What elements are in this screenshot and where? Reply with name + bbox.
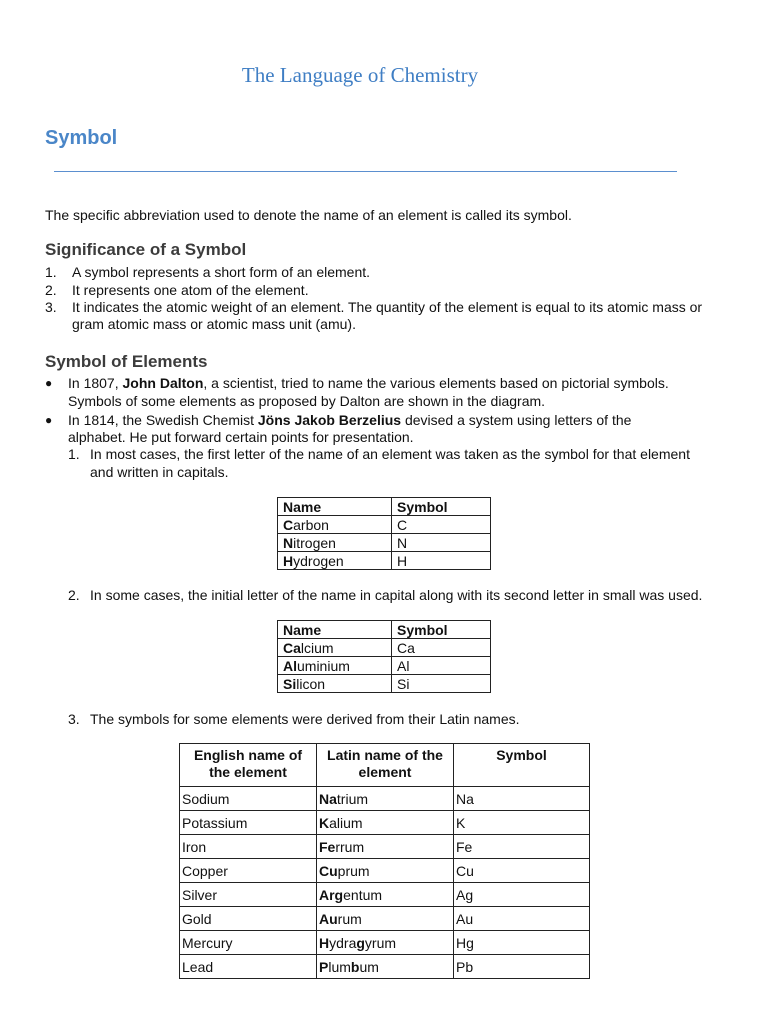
table-row: [278, 534, 491, 552]
table-cell: Al: [392, 657, 491, 675]
table-cell: Lead: [180, 955, 317, 979]
table-cell: Au: [454, 907, 590, 931]
table-row: [278, 657, 491, 675]
table-cell: Gold: [180, 907, 317, 931]
table-cell: Sodium: [180, 787, 317, 811]
significance-heading: Significance of a Symbol: [45, 240, 247, 259]
table-cell: Silicon: [278, 675, 392, 693]
table-cell: Nitrogen: [278, 534, 392, 552]
table-row: [180, 787, 590, 811]
table-cell: Ferrum: [317, 835, 454, 859]
list-text: In most cases, the first letter of the name of an element was taken as the symbol for that element: [90, 446, 690, 462]
list-number: 2.: [68, 587, 80, 603]
page-title: The Language of Chemistry: [241, 63, 479, 87]
definition-text: The specific abbreviation used to denote the name of an element is called its symbol.: [45, 207, 572, 223]
table-header: English name of the element: [180, 744, 317, 787]
table-cell: Cu: [454, 859, 590, 883]
list-text: In some cases, the initial letter of the name in capital along with its second letter in small was used.: [90, 587, 703, 603]
table-cell: Fe: [454, 835, 590, 859]
table-cell: Na: [454, 787, 590, 811]
list-text: It indicates the atomic weight of an element. The quantity of the element is equal to its atomic mass or: [72, 299, 703, 315]
list-number: 2.: [45, 282, 57, 298]
table-row: [278, 639, 491, 657]
list-number: 3.: [45, 299, 57, 315]
table-header: Symbol: [392, 621, 491, 639]
table-cell: Cuprum: [317, 859, 454, 883]
latin-table: [179, 743, 590, 979]
table-row: [180, 859, 590, 883]
table-cell: Si: [392, 675, 491, 693]
table-cell: Hydragyrum: [317, 931, 454, 955]
table-header: Latin name of the element: [317, 744, 454, 787]
table-cell: Carbon: [278, 516, 392, 534]
table-cell: Calcium: [278, 639, 392, 657]
table-cell: Plumbum: [317, 955, 454, 979]
table-header: Name: [278, 498, 392, 516]
table-row: [180, 931, 590, 955]
list-number: 3.: [68, 711, 80, 727]
symbol-table-2: [277, 620, 491, 693]
table-cell: Hg: [454, 931, 590, 955]
table-cell: Aurum: [317, 907, 454, 931]
section-heading: Symbol: [45, 127, 118, 149]
list-text: It represents one atom of the element.: [72, 282, 309, 298]
table-cell: Ca: [392, 639, 491, 657]
table-cell: Silver: [180, 883, 317, 907]
list-number: 1.: [68, 446, 80, 462]
bullet-icon: ●: [45, 413, 53, 427]
table-cell: Ag: [454, 883, 590, 907]
table-row: [278, 552, 491, 570]
table-cell: Natrium: [317, 787, 454, 811]
table-header: Symbol: [392, 498, 491, 516]
table-cell: K: [454, 811, 590, 835]
table-cell: Argentum: [317, 883, 454, 907]
list-text: and written in capitals.: [90, 464, 229, 480]
table-row: [180, 835, 590, 859]
bullet-text: alphabet. He put forward certain points for presentation.: [68, 429, 414, 445]
list-text: gram atomic mass or atomic mass unit (amu).: [72, 316, 356, 332]
list-number: 1.: [45, 264, 57, 280]
table-cell: Potassium: [180, 811, 317, 835]
divider: [54, 171, 677, 172]
table-row: [180, 883, 590, 907]
symbol-table-1: [277, 497, 491, 570]
table-row: [180, 955, 590, 979]
table-cell: Kalium: [317, 811, 454, 835]
bullet-text: In 1814, the Swedish Chemist Jöns Jakob Berzelius devised a system using letters of the: [68, 412, 632, 428]
elements-heading: Symbol of Elements: [45, 352, 208, 371]
table-row: [278, 675, 491, 693]
table-row: [278, 516, 491, 534]
table-cell: Pb: [454, 955, 590, 979]
table-cell: H: [392, 552, 491, 570]
table-cell: C: [392, 516, 491, 534]
bullet-icon: ●: [45, 376, 53, 390]
table-cell: Iron: [180, 835, 317, 859]
table-cell: Hydrogen: [278, 552, 392, 570]
bullet-text: In 1807, John Dalton, a scientist, tried to name the various elements based on pictorial symbols.: [68, 375, 669, 391]
bullet-text: Symbols of some elements as proposed by Dalton are shown in the diagram.: [68, 393, 546, 409]
table-cell: N: [392, 534, 491, 552]
table-cell: Mercury: [180, 931, 317, 955]
table-row: [180, 907, 590, 931]
list-text: A symbol represents a short form of an element.: [72, 264, 371, 280]
table-cell: Copper: [180, 859, 317, 883]
table-row: [180, 811, 590, 835]
table-header: Symbol: [454, 744, 590, 787]
table-header: Name: [278, 621, 392, 639]
list-text: The symbols for some elements were derived from their Latin names.: [90, 711, 520, 727]
table-cell: Aluminium: [278, 657, 392, 675]
